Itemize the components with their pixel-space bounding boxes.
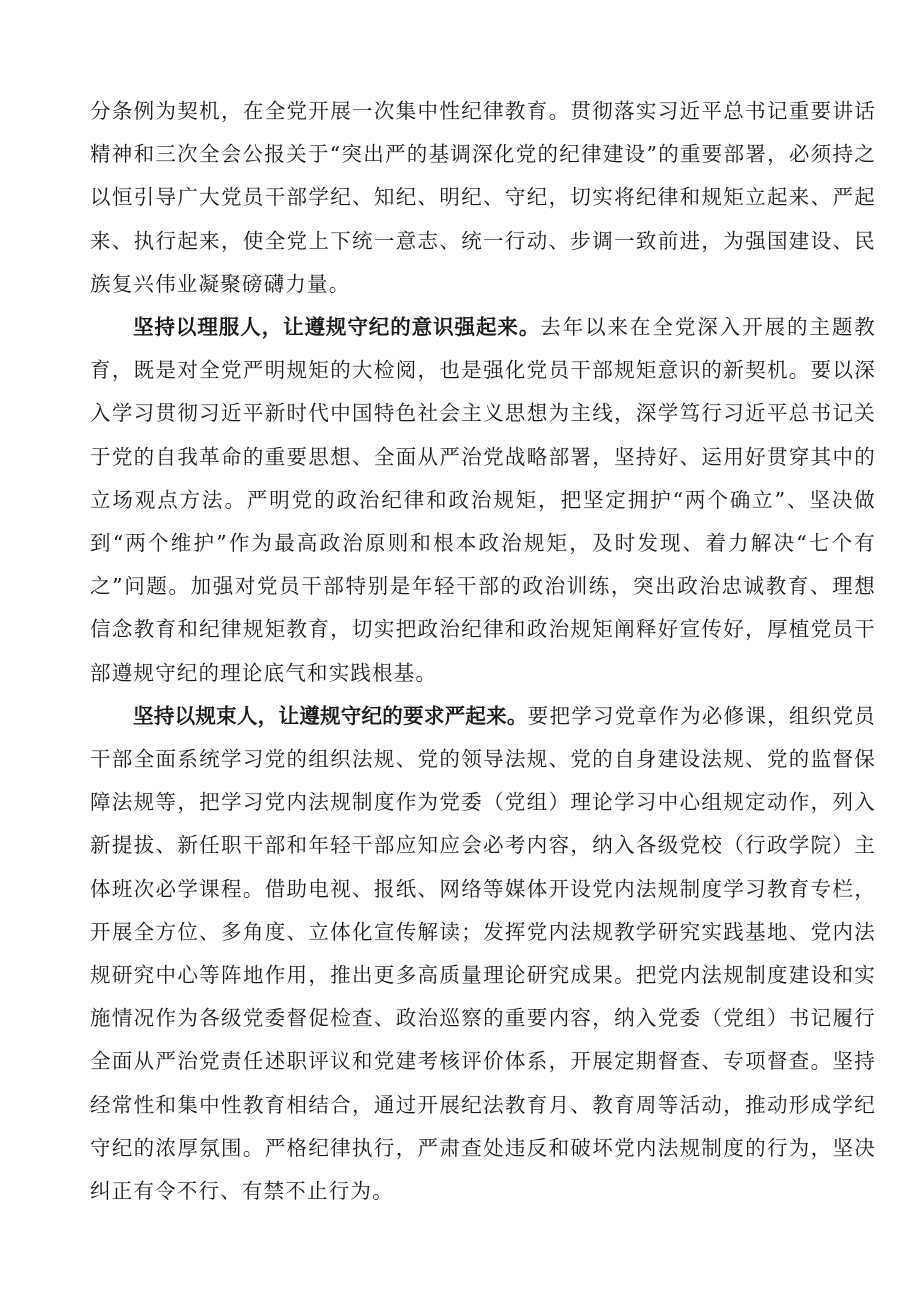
- paragraph-reason-heading: 坚持以理服人，让遵规守纪的意识强起来。: [133, 315, 541, 340]
- paragraph-rules-heading: 坚持以规束人，让遵规守纪的要求严起来。: [133, 703, 528, 728]
- paragraph-reason: [90, 306, 876, 695]
- paragraph-reason-text: 去年以来在全党深入开展的主题教育，既是对全党严明规矩的大检阅，也是强化党员干部规矩意识的新契机。要以深入学习贯彻习近平新时代中国特色社会主义思想为主线，深学笃行习近平总书记关于党的自我革命的重要思想、全面从严治党战略部署，坚持好、运用好贯穿其中的立场观点方法。严明党的政治纪律和政治规矩，把坚定拥护“两个确立”、坚决做到“两个维护”作为最高政治原则和根本政治规矩，及时发现、着力解决“七个有之”问题。加强对党员干部特别是年轻干部的政治训练，突出政治忠诚教育、理想信念教育和纪律规矩教育，切实把政治纪律和政治规矩阐释好宣传好，厚植党员干部遵规守纪的理论底气和实践根基。: [90, 315, 876, 685]
- paragraph-intro-text: 分条例为契机，在全党开展一次集中性纪律教育。贯彻落实习近平总书记重要讲话精神和三次全会公报关于“突出严的基调深化党的纪律建设”的重要部署，必须持之以恒引导广大党员干部学纪、知纪、明纪、守纪，切实将纪律和规矩立起来、严起来、执行起来，使全党上下统一意志、统一行动、步调一致前进，为强国建设、民族复兴伟业凝聚磅礴力量。: [90, 99, 876, 296]
- paragraph-intro: [90, 90, 876, 306]
- paragraph-rules: [90, 695, 876, 1213]
- paragraph-rules-text: 要把学习党章作为必修课，组织党员干部全面系统学习党的组织法规、党的领导法规、党的自身建设法规、党的监督保障法规等，把学习党内法规制度作为党委（党组）理论学习中心组规定动作，列入新提拔、新任职干部和年轻干部应知应会必考内容，纳入各级党校（行政学院）主体班次必学课程。借助电视、报纸、网络等媒体开设党内法规制度学习教育专栏，开展全方位、多角度、立体化宣传解读；发挥党内法规教学研究实践基地、党内法规研究中心等阵地作用，推出更多高质量理论研究成果。把党内法规制度建设和实施情况作为各级党委督促检查、政治巡察的重要内容，纳入党委（党组）书记履行全面从严治党责任述职评议和党建考核评价体系，开展定期督查、专项督查。坚持经常性和集中性教育相结合，通过开展纪法教育月、教育周等活动，推动形成学纪守纪的浓厚氛围。严格纪律执行，严肃查处违反和破坏党内法规制度的行为，坚决纠正有令不行、有禁不止行为。: [90, 703, 876, 1204]
